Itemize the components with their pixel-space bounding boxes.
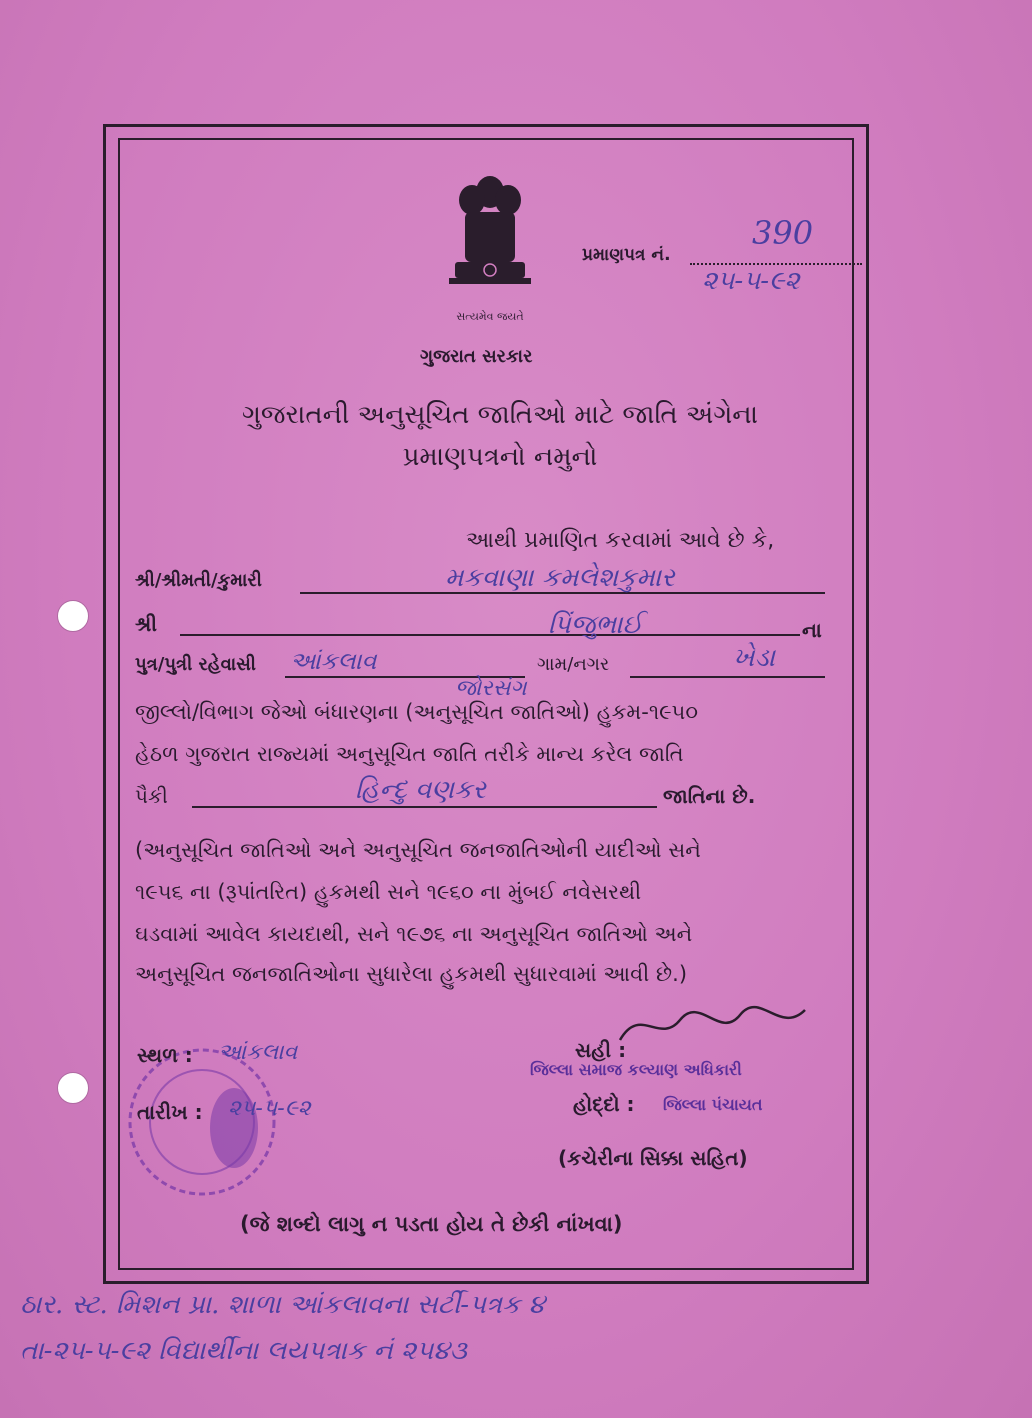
certificate-date-value: ૨૫-૫-૯૨ — [702, 266, 800, 296]
bottom-note-line1: ઠાર. સ્ટ. મિશન પ્રા. શાળા આંકલાવના સર્ટી-પત્રક ૪ — [20, 1290, 545, 1320]
father-suffix: ના — [802, 618, 822, 642]
government-heading: ગુજરાત સરકાર — [420, 346, 533, 367]
date-label: તારીખ : — [137, 1100, 203, 1124]
office-seal-note: (કચેરીના સિક્કા સહિત) — [558, 1146, 748, 1170]
officer-stamp-text: જિલ્લા સમાજ કલ્યાણ અધિકારી — [530, 1060, 742, 1079]
paragraph1-line2: હેઠળ ગુજરાત રાજ્યમાં અનુસૂચિત જાતિ તરીકે માન્ય કરેલ જાતિ — [135, 742, 684, 766]
resident-label: પુત્ર/પુત્રી રહેવાસી — [135, 654, 256, 675]
father-line — [180, 634, 800, 636]
note-line-2: ૧૯૫૬ ના (રૂપાંતરિત) હુકમથી સને ૧૯૬૦ ના મુંબઈ નવેસરથી — [135, 880, 642, 904]
bottom-note-line2: તા-૨૫-૫-૯૨ વિદ્યાર્થીના લયપત્રાક નં ૨૫૪૩ — [20, 1336, 467, 1366]
father-value: પિંજુભાઈ — [548, 610, 643, 640]
certificate-no-value: 390 — [752, 214, 814, 252]
place-value: આંકલાવ — [218, 1040, 298, 1065]
village-value: ખેડા — [733, 643, 776, 673]
name-value: મકવાણા કમલેશકુમાર — [445, 563, 675, 593]
emblem-caption: સત્યમેવ જયતે — [456, 310, 524, 323]
punch-hole-top — [57, 600, 89, 632]
certificate-title-line1: ગુજરાતની અનુસૂચિત જાતિઓ માટે જાતિ અંગેના — [241, 400, 759, 430]
certificate-title-line2: પ્રમાણપત્રનો નમુનો — [402, 442, 598, 472]
village-line — [630, 676, 825, 678]
caste-suffix: જાતિના છે. — [663, 784, 756, 808]
village-label: ગામ/નગર — [537, 654, 610, 675]
designation-label: હોદ્દો : — [573, 1092, 635, 1116]
ashoka-emblem-icon — [445, 170, 535, 310]
strike-note: (જે શબ્દો લાગુ ન પડતા હોય તે છેકી નાંખવા) — [240, 1212, 623, 1236]
intro-text: આથી પ્રમાણિત કરવામાં આવે છે કે, — [466, 528, 775, 553]
certificate-no-label: પ્રમાણપત્ર નં. — [582, 245, 671, 265]
date-value: ૨૫-૫-૯૨ — [228, 1096, 311, 1121]
designation-value: જિલ્લા પંચાયત — [663, 1095, 763, 1114]
signature-label: સહી : — [575, 1038, 627, 1062]
place-label: સ્થળ : — [137, 1043, 193, 1067]
father-prefix: શ્રી — [135, 612, 158, 636]
signature-scribble-icon — [610, 1000, 810, 1050]
caste-value: હિન્દુ વણકર — [355, 775, 486, 805]
paragraph1-line1: જીલ્લો/વિભાગ જેઓ બંધારણના (અનુસૂચિત જાતિઓ) હુકમ-૧૯૫૦ — [135, 700, 698, 724]
punch-hole-bottom — [57, 1072, 89, 1104]
caste-line — [192, 806, 657, 808]
note-line-3: ઘડવામાં આવેલ કાયદાથી, સને ૧૯૭૬ ના અનુસૂચિત જાતિઓ અને — [135, 922, 693, 946]
note-line-4: અનુસૂચિત જનજાતિઓના સુધારેલા હુકમથી સુધારવામાં આવી છે.) — [135, 962, 688, 986]
caste-prefix: પૈકી — [135, 784, 168, 808]
extra-handwriting: જોરસંગ — [455, 676, 527, 701]
name-label: શ્રી/શ્રીમતી/કુમારી — [135, 570, 262, 591]
note-line-1: (અનુસૂચિત જાતિઓ અને અનુસૂચિત જનજાતિઓની યાદીઓ સને — [135, 838, 701, 862]
resident-value: આંકલાવ — [290, 647, 377, 675]
certificate-no-dots — [690, 263, 862, 265]
